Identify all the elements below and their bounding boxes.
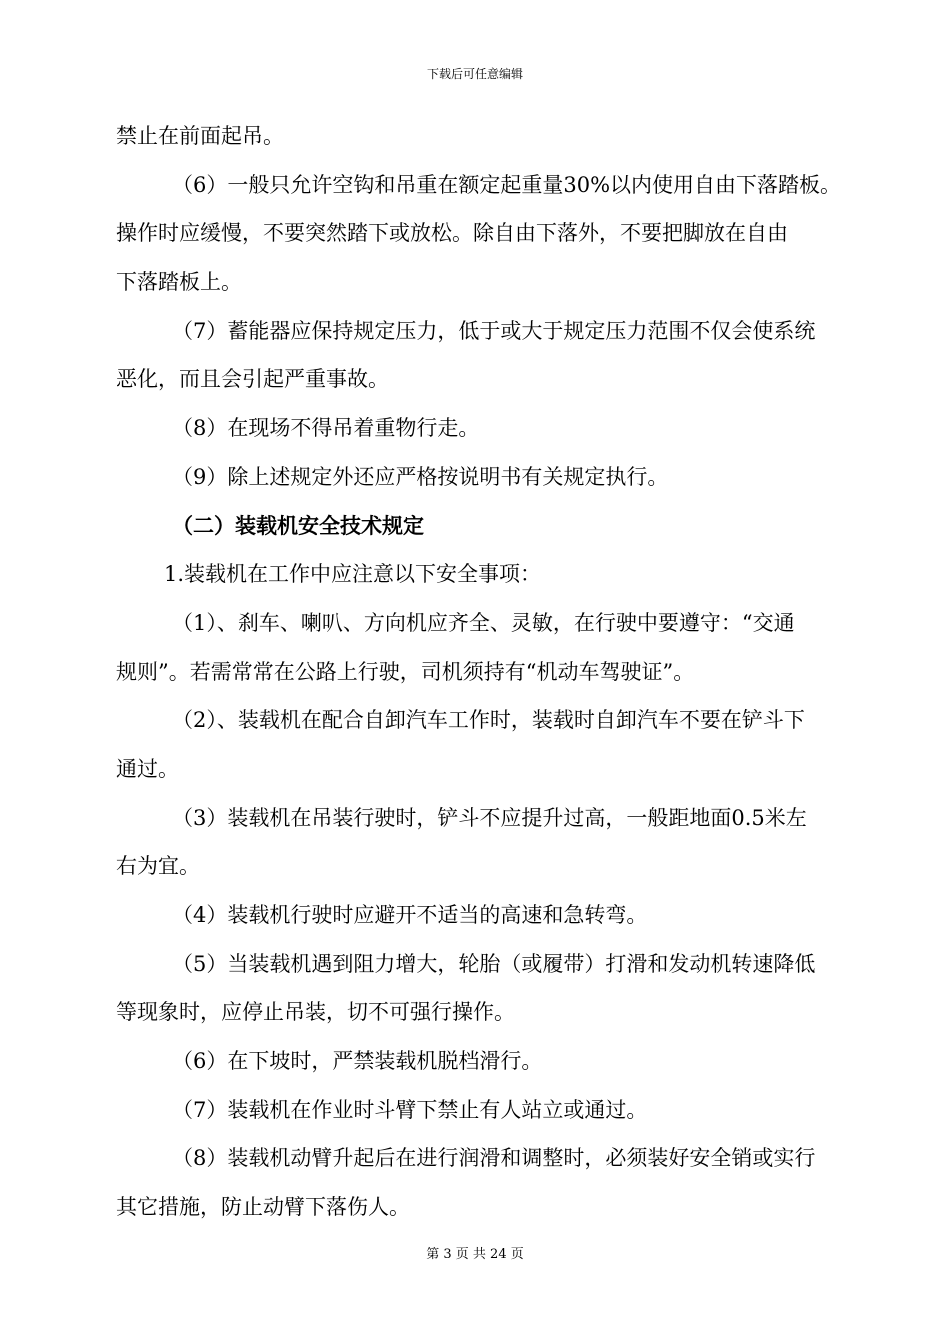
text-line: （9）除上述规定外还应严格按说明书有关规定执行。 [172,464,669,489]
text-line: 等现象时，应停止吊装，切不可强行操作。 [116,1000,515,1025]
section-heading: （二）装载机安全技术规定 [172,512,424,538]
text-line: 其它措施，防止动臂下落伤人。 [116,1195,410,1220]
text-line: （7）蓄能器应保持规定压力，低于或大于规定压力范围不仅会使系统 [172,318,816,343]
page-header: 下载后可任意编辑 [426,67,523,81]
text-line: （3）装载机在吊装行驶时，铲斗不应提升过高，一般距地面0.5米左 [172,805,807,830]
text-line: （8）装载机动臂升起后在进行润滑和调整时，必须装好安全销或实行 [172,1146,816,1171]
text-line: （2）、装载机在配合自卸汽车工作时，装载时自卸汽车不要在铲斗下 [172,708,805,733]
text-line: （6）在下坡时，严禁装载机脱档滑行。 [172,1049,543,1074]
text-line: 操作时应缓慢，不要突然踏下或放松。除自由下落外，不要把脚放在自由 [116,221,788,246]
text-line: 通过。 [116,756,179,781]
text-line: 下落踏板上。 [116,270,242,295]
text-line: 1.装载机在工作中应注意以下安全事项： [164,562,542,587]
text-line: （8）在现场不得吊着重物行走。 [172,416,480,441]
text-line: （6）一般只允许空钩和吊重在额定起重量30%以内使用自由下落踏板。 [172,172,842,197]
text-line: （4）装载机行驶时应避开不适当的高速和急转弯。 [172,903,648,927]
document-body [116,112,854,1232]
text-line: 规则”。若需常常在公路上行驶，司机须持有“机动车驾驶证”。 [116,659,695,684]
text-line: 右为宜。 [116,854,200,879]
text-line: 恶化，而且会引起严重事故。 [116,367,389,392]
text-line: （7）装载机在作业时斗臂下禁止有人站立或通过。 [172,1097,648,1122]
text-line: （5）当装载机遇到阻力增大，轮胎（或履带）打滑和发动机转速降低 [172,951,816,976]
text-line: 禁止在前面起吊。 [116,124,284,148]
text-line: （1）、刹车、喇叭、方向机应齐全、灵敏，在行驶中要遵守：“交通 [172,610,795,635]
page-footer: 第 3 页 共 24 页 [426,1247,524,1262]
